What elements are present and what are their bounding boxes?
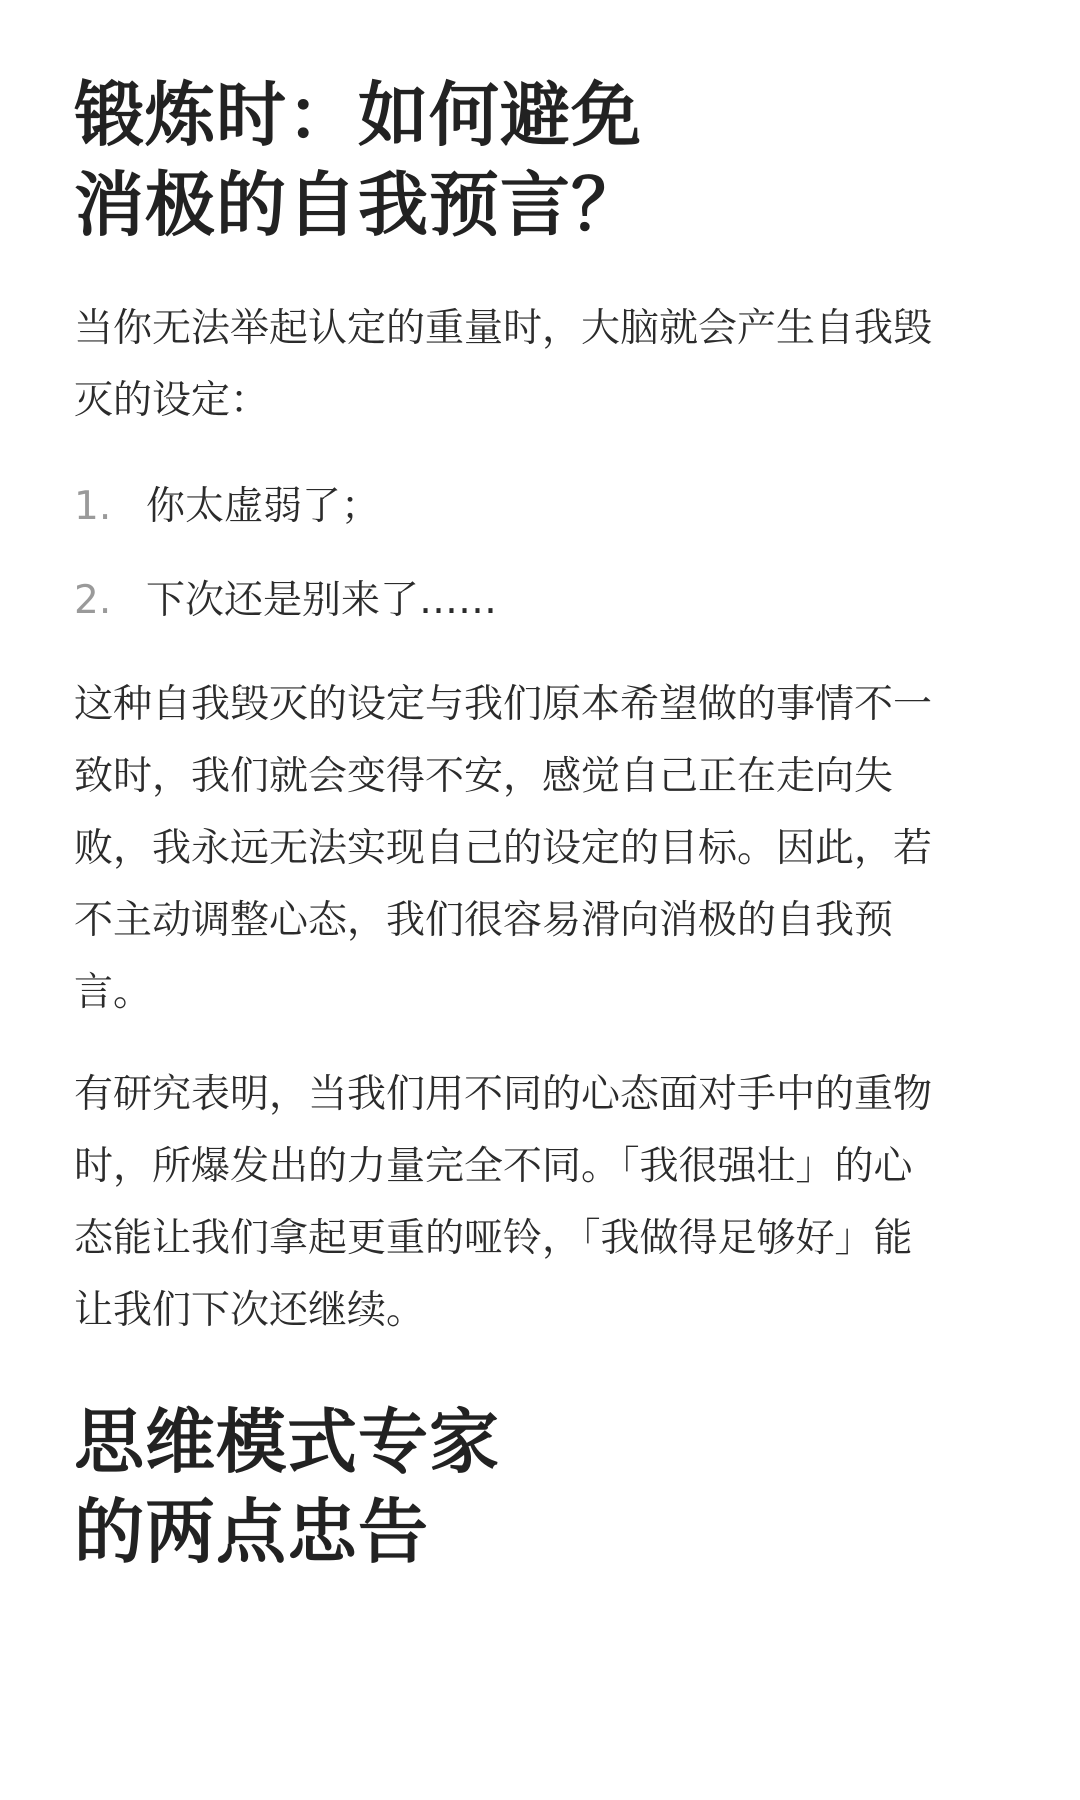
paragraph-line: 这种自我毁灭的设定与我们原本希望做的事情不一 xyxy=(74,682,933,727)
list-item xyxy=(74,571,1014,631)
article xyxy=(74,70,1014,1577)
paragraph-line: 当你无法举起认定的重量时，大脑就会产生自我毁 xyxy=(74,306,933,351)
list-item-number: 2. xyxy=(74,578,112,623)
paragraph-line: 不主动调整心态，我们很容易滑向消极的自我预 xyxy=(74,898,894,943)
section-heading-workout-prophecy xyxy=(74,70,1014,250)
heading-line: 锻炼时：如何避免 xyxy=(74,73,642,156)
list-item-text: 下次还是别来了…… xyxy=(146,578,498,623)
paragraph-line: 败，我永远无法实现自己的设定的目标。因此，若 xyxy=(74,826,933,871)
heading-line: 思维模式专家 xyxy=(74,1400,500,1483)
list-item xyxy=(74,477,1014,537)
paragraph-line: 态能让我们拿起更重的哑铃，「我做得足够好」能 xyxy=(74,1216,913,1261)
list-item-text: 你太虚弱了； xyxy=(146,484,381,529)
paragraph-line: 有研究表明，当我们用不同的心态面对手中的重物 xyxy=(74,1072,933,1117)
body-paragraph xyxy=(74,1059,1014,1347)
paragraph-line: 灭的设定： xyxy=(74,378,270,423)
list-item-number: 1. xyxy=(74,484,112,529)
body-paragraph xyxy=(74,669,1014,1029)
negative-thoughts-list xyxy=(74,477,1014,631)
heading-line: 消极的自我预言？ xyxy=(74,163,642,246)
paragraph-line: 言。 xyxy=(74,970,153,1015)
paragraph-line: 时，所爆发出的力量完全不同。「我很强壮」的心 xyxy=(74,1144,913,1189)
paragraph-line: 让我们下次还继续。 xyxy=(74,1288,426,1333)
paragraph-line: 致时，我们就会变得不安，感觉自己正在走向失 xyxy=(74,754,894,799)
intro-paragraph xyxy=(74,293,1014,437)
heading-line: 的两点忠告 xyxy=(74,1490,429,1573)
section-heading-expert-advice xyxy=(74,1397,1014,1577)
